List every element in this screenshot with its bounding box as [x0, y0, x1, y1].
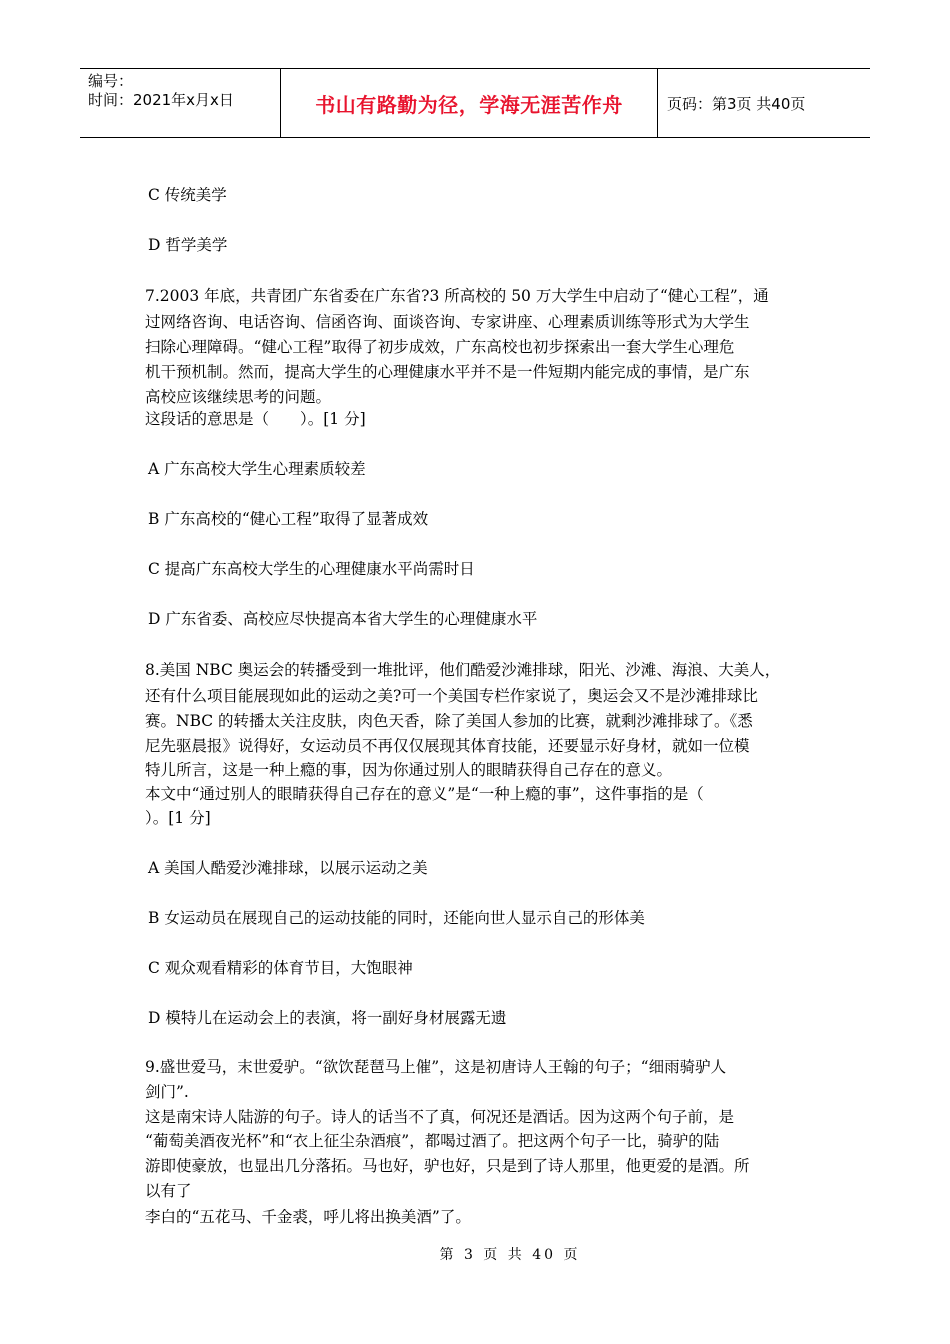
question-9-text: 游即使豪放，也显出几分落拓。马也好，驴也好，只是到了诗人那里，他更爱的是酒。所 [145, 1157, 750, 1175]
option-q8-b: B 女运动员在展现自己的运动技能的同时，还能向世人显示自己的形体美 [148, 909, 645, 927]
question-8-text: 特儿所言，这是一种上瘾的事，因为你通过别人的眼睛获得自己存在的意义。 [145, 761, 673, 779]
header-page-cell [657, 69, 870, 137]
header-meta [80, 69, 280, 137]
option-q7-c: C 提高广东高校大学生的心理健康水平尚需时日 [148, 560, 475, 578]
question-8-text: 尼先驱晨报》说得好，女运动员不再仅仅展现其体育技能，还要显示好身材，就如一位模 [145, 737, 750, 755]
question-9-text: 以有了 [145, 1182, 192, 1200]
option-q8-c: C 观众观看精彩的体育节目，大饱眼神 [148, 959, 413, 977]
question-8-prompt: 本文中“通过别人的眼睛获得自己存在的意义”是“一种上瘾的事”，这件事指的是（ [145, 785, 704, 803]
option-q7-a: A 广东高校大学生心理素质较差 [148, 460, 366, 478]
header-page-info: 页码：第3页 共40页 [667, 95, 806, 113]
question-8-prompt: ）。[1 分] [145, 809, 211, 827]
question-7-text: 扫除心理障碍。“健心工程”取得了初步成效，广东高校也初步探索出一套大学生心理危 [145, 338, 735, 356]
question-9-text: 李白的“五花马、千金裘，呼儿将出换美酒”了。 [145, 1208, 471, 1226]
question-7-text: 高校应该继续思考的问题。 [145, 388, 332, 406]
option-q8-d: D 模特儿在运动会上的表演，将一副好身材展露无遗 [148, 1009, 507, 1027]
option-q7-b: B 广东高校的“健心工程”取得了显著成效 [148, 510, 429, 528]
header-motto: 书山有路勤为径，学海无涯苦作舟 [315, 93, 623, 117]
question-9-text: 9.盛世爱马，末世爱驴。“欲饮琵琶马上催”，这是初唐诗人王翰的句子；“细雨骑驴人 [145, 1058, 727, 1076]
question-7-text: 7.2003 年底，共青团广东省委在广东省?3 所高校的 50 万大学生中启动了“健心工程”，通 [145, 287, 769, 305]
question-7-text: 机干预机制。然而，提高大学生的心理健康水平并不是一件短期内能完成的事情，是广东 [145, 363, 750, 381]
question-9-text: 这是南宋诗人陆游的句子。诗人的话当不了真，何况还是酒话。因为这两个句子前，是 [145, 1108, 735, 1126]
page-footer [0, 1246, 950, 1264]
footer-page-number: 第 3 页 共 40 页 [439, 1247, 581, 1263]
question-8-text: 8.美国 NBC 奥运会的转播受到一堆批评，他们酷爱沙滩排球，阳光、沙滩、海浪、大美人， [145, 661, 781, 679]
page-header [80, 68, 870, 138]
option-q7-d: D 广东省委、高校应尽快提高本省大学生的心理健康水平 [148, 610, 538, 628]
option-q8-a: A 美国人酷爱沙滩排球，以展示运动之美 [148, 859, 428, 877]
question-7-prompt: 这段话的意思是（ ）。[1 分] [145, 410, 366, 428]
question-7-text: 过网络咨询、电话咨询、信函咨询、面谈咨询、专家讲座、心理素质训练等形式为大学生 [145, 313, 750, 331]
question-9-text: 剑门”. [145, 1083, 189, 1101]
question-8-text: 还有什么项目能展现如此的运动之美?可一个美国专栏作家说了，奥运会又不是沙滩排球比 [145, 687, 758, 705]
question-8-text: 赛。NBC 的转播太关注皮肤，肉色天香，除了美国人参加的比赛，就剩沙滩排球了。《悉 [145, 712, 753, 730]
document-number-label: 编号： [88, 72, 134, 90]
option-q6-d: D 哲学美学 [148, 236, 228, 254]
header-motto-cell [280, 69, 658, 137]
option-q6-c: C 传统美学 [148, 186, 227, 204]
question-9-text: “葡萄美酒夜光杯”和“衣上征尘杂酒痕”，都喝过酒了。把这两个句子一比，骑驴的陆 [145, 1132, 720, 1150]
document-time: 时间：2021年x月x日 [88, 91, 234, 109]
